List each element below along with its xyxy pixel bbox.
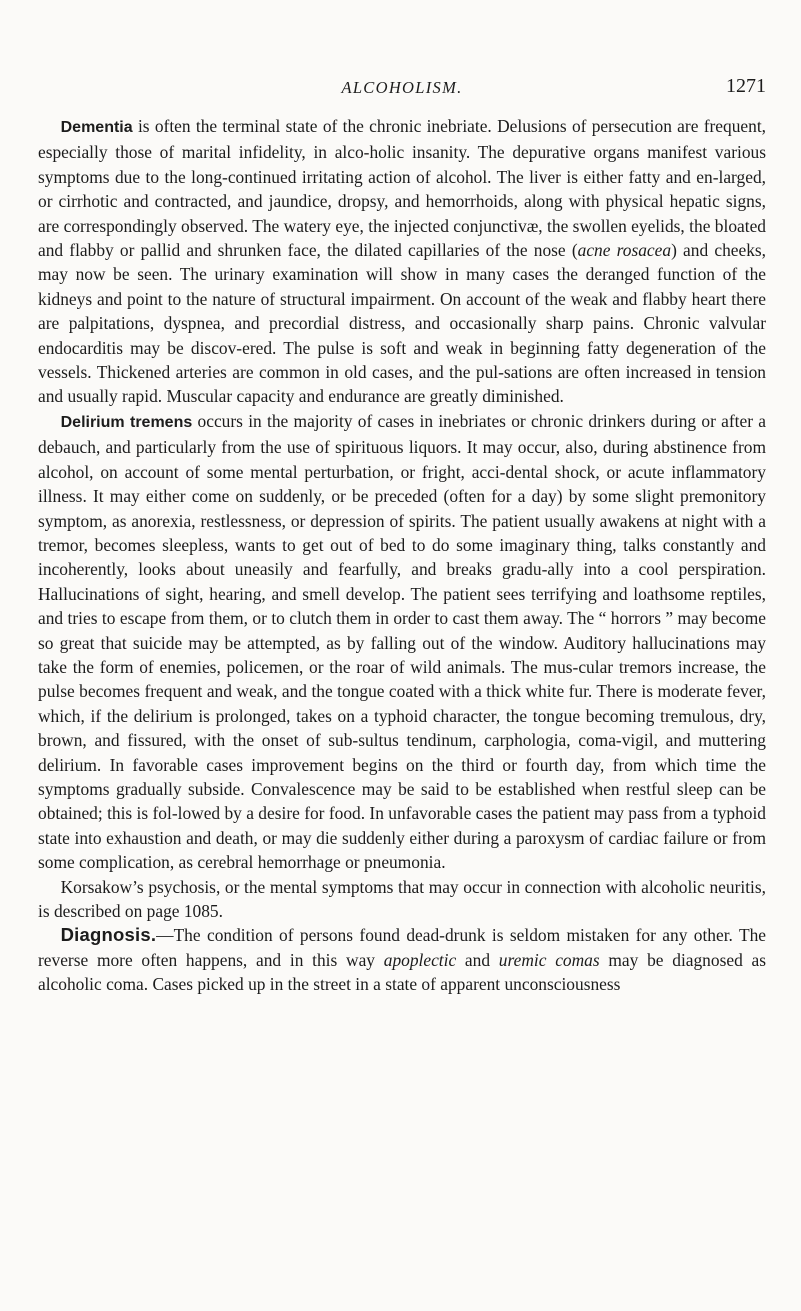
paragraph-dementia — [38, 114, 766, 409]
page-number: 1271 — [726, 75, 766, 97]
run-in-heading: Dementia — [60, 119, 133, 136]
text-run: is often the terminal state of the chronic inebriate. Delusions of persecution are frequent, especially those of marital infidelity, in alco-holic insanity. The depurative organs manifest various symptoms due to the long-continued irritating action of alcohol. The liver is either fatty and en-larged, or cirrhotic and contracted, and jaundice, dropsy, and hemorrhoids, along with physical hepatic signs, are correspondingly observed. The watery eye, the injected conjunctivæ, the swollen eyelids, the bloated and flabby or pallid and shrunken face, the dilated capillaries of the nose ( — [38, 116, 766, 261]
text-run: Korsakow’s psychosis, or the mental symptoms that may occur in connection with alcoholic neuritis, is described on page 1085. — [38, 876, 766, 921]
body-text — [38, 114, 766, 997]
italic-term: uremic comas — [498, 949, 600, 970]
text-run: occurs in the majority of cases in inebriates or chronic drinkers during or after a debauch, and particularly from the use of spirituous liquors. It may occur, also, during abstinence from alcohol, on account of some mental perturbation, or fright, acci-dental shock, or acute inflammatory illness. It may either come on suddenly, or be preceded (often for a day) by some slight premonitory symptom, as anorexia, restlessness, or depression of spirits. The patient usually awakens at night with a tremor, becomes sleepless, wants to get out of bed to do some imaginary thing, talks constantly and incoherently, looks about uneasily and fearfully, and breaks gradu-ally into a cool perspiration. Hallucinations of sight, hearing, and smell develop. The patient sees terrifying and loathsome reptiles, and tries to escape from them, or to clutch them in order to cast them away. The “ horrors ” may become so great that suicide may be attempted, as by falling out of the window. Auditory hallucinations may take the form of enemies, policemen, or the roar of wild animals. The mus-cular tremors increase, the pulse becomes frequent and weak, and the tongue coated with a thick white fur. There is moderate fever, which, if the delirium is prolonged, takes on a typhoid character, the tongue becoming tremulous, dry, brown, and fissured, with the onset of sub-sultus tendinum, carphologia, coma-vigil, and muttering delirium. In favorable cases improvement begins on the third or fourth day, from which time the symptoms gradually subside. Convalescence may be said to be established when restful sleep can be obtained; this is fol-lowed by a desire for food. In unfavorable cases the patient may pass from a typhoid state into exhaustion and death, or may die suddenly either during a paroxysm of cardiac failure or from some complication, as cerebral hemorrhage or pneumonia. — [38, 410, 766, 873]
run-in-heading: Diagnosis. — [60, 924, 157, 946]
text-run: may be diagnosed as alcoholic coma. Cases picked up in the street in a state of apparent unconsciousness — [38, 949, 766, 995]
text-run: and — [456, 949, 499, 970]
italic-term: apoplectic — [383, 949, 457, 970]
italic-term: acne rosacea — [577, 240, 672, 261]
paragraph-korsakow — [38, 875, 766, 924]
run-in-heading: Delirium tremens — [60, 413, 193, 431]
page-header — [38, 75, 766, 102]
running-title: ALCOHOLISM. — [341, 78, 463, 97]
paragraph-delirium-tremens — [38, 409, 766, 875]
text-run: ) and cheeks, may now be seen. The urinary examination will show in many cases the deranged function of the kidneys and point to the nature of structural impairment. On account of the weak and flabby heart there are palpitations, dyspnea, and precordial distress, and occasionally sharp pains. Chronic valvular endocarditis may be discov-ered. The pulse is soft and weak in beginning fatty degeneration of the vessels. Thickened arteries are common in old cases, and the pul-sations are often increased in tension and usually rapid. Muscular capacity and endurance are greatly diminished. — [38, 240, 767, 407]
text-run: —The condition of persons found dead-drunk is seldom mistaken for any other. The reverse more often happens, and in this way — [38, 925, 766, 970]
paragraph-diagnosis — [38, 923, 766, 996]
